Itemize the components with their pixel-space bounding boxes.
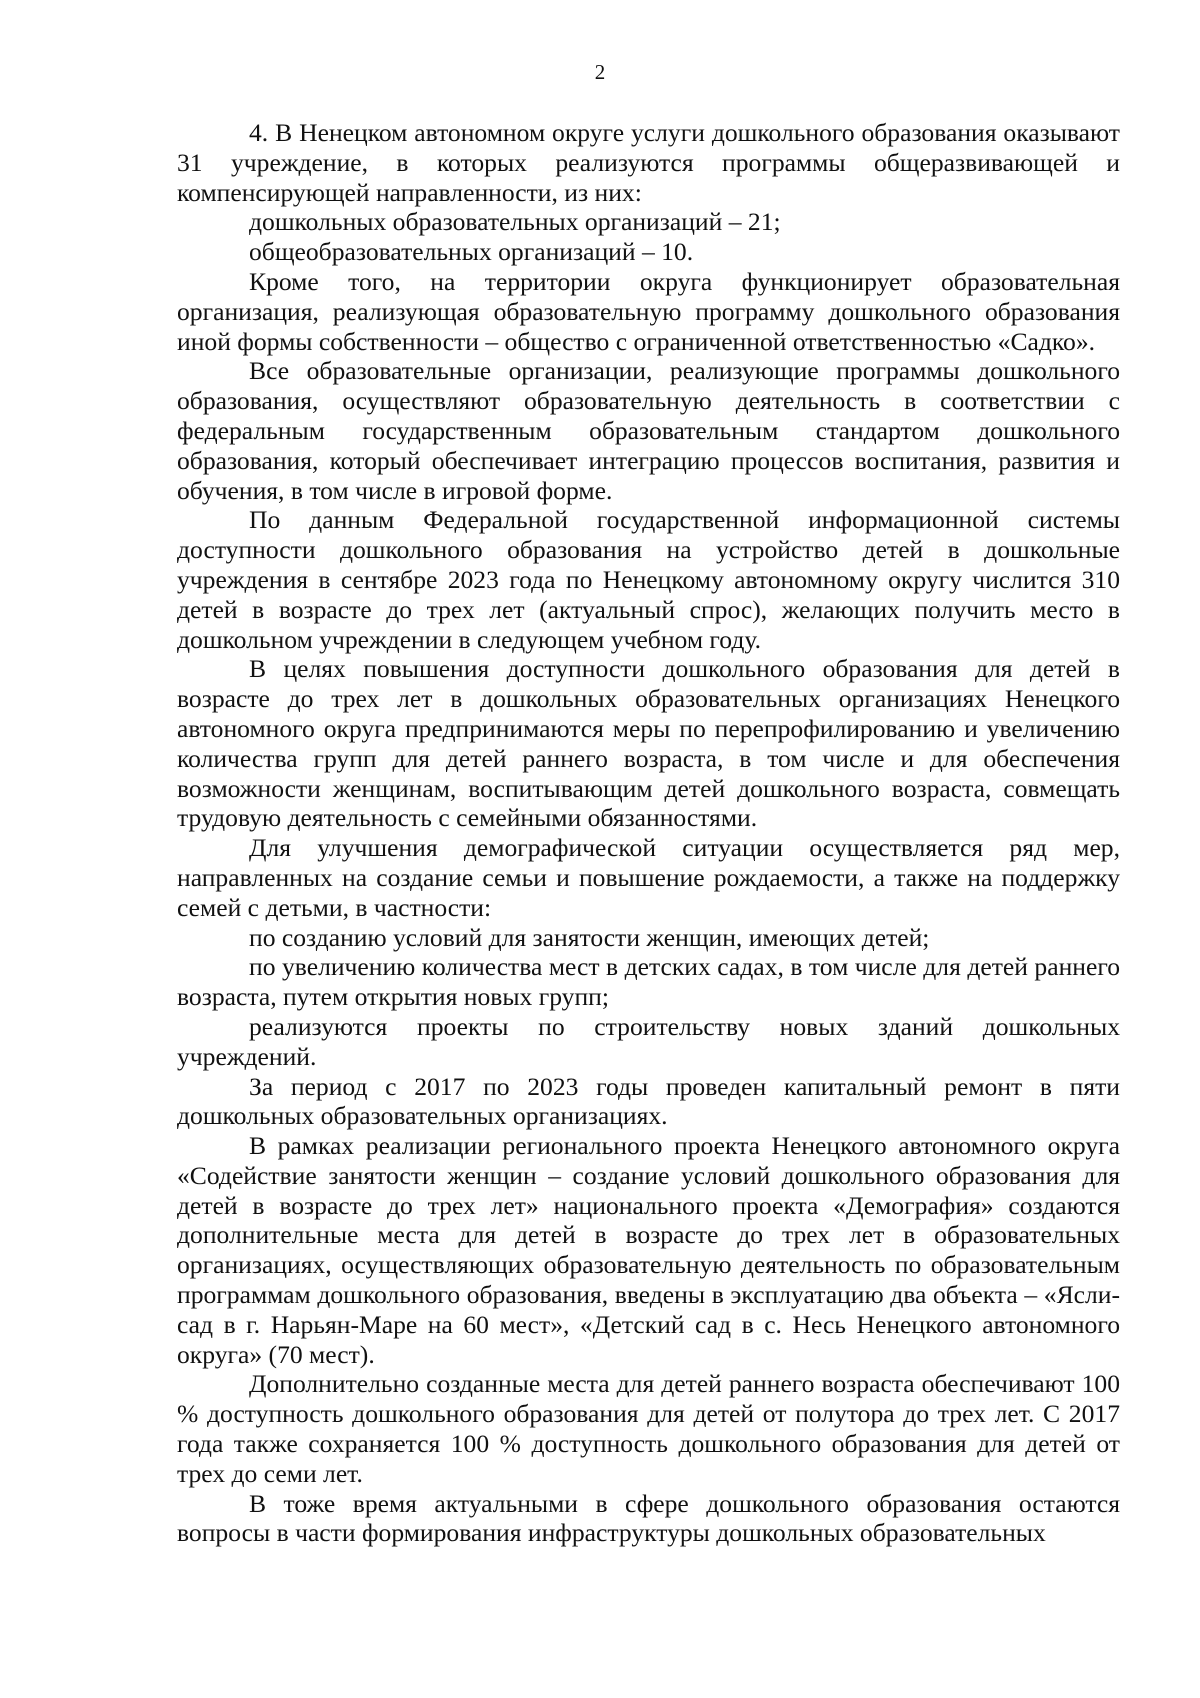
paragraph-federal-standard: Все образовательные организации, реализующие программы дошкольного образования, осуществляют образовательную деятельность в соответствии с федеральным государственным образовательным стандартом дошкольного образования, который обеспечивает интеграцию процессов воспитания, развития и обучения, в том числе в игровой форме.: [177, 356, 1120, 505]
document-body: [177, 118, 1120, 1548]
paragraph-demographic-measures: Для улучшения демографической ситуации осуществляется ряд мер, направленных на создание семьи и повышение рождаемости, а также на поддержку семей с детьми, в частности:: [177, 833, 1120, 922]
list-item-preschool-organizations: дошкольных образовательных организаций – 21;: [249, 207, 781, 237]
paragraph-private-organization: Кроме того, на территории округа функционирует образовательная организация, реализующая образовательную программу дошкольного образования иной формы собственности – общество с ограниченной ответственностью «Садко».: [177, 266, 1120, 356]
page-number: 2: [594, 60, 606, 84]
paragraph-regional-project: В рамках реализации регионального проекта Ненецкого автономного округа «Содействие занятости женщин – создание условий дошкольного образования для детей в возрасте до трех лет» национального проекта «Демография» создаются дополнительные места для детей в возрасте до трех лет в образовательных организациях, осуществляющих образовательную деятельность по образовательным программам дошкольного образования, введены в эксплуатацию два объекта – «Ясли-сад в г. Нарьян-Маре на 60 мест», «Детский сад в с. Несь Ненецкого автономного округа» (70 мест).: [177, 1131, 1120, 1369]
paragraph-accessibility-results: Дополнительно созданные места для детей раннего возраста обеспечивают 100 % доступность дошкольного образования для детей от полутора до трех лет. С 2017 года также сохраняется 100 % доступность дошкольного образования для детей от трех до семи лет.: [177, 1369, 1120, 1488]
paragraph-capital-repair: За период с 2017 по 2023 годы проведен капитальный ремонт в пяти дошкольных образовательных организациях.: [177, 1071, 1120, 1131]
list-item-construction-projects: реализуются проекты по строительству новых зданий дошкольных учреждений.: [177, 1011, 1120, 1071]
paragraph-information-system-data: По данным Федеральной государственной информационной системы доступности дошкольного образования на устройство детей в дошкольные учреждения в сентябре 2023 года по Ненецкому автономному округу числится 310 детей в возрасте до трех лет (актуальный спрос), желающих получить место в дошкольном учреждении в следующем учебном году.: [177, 505, 1120, 654]
paragraph-preschool-institutions: 4. В Ненецком автономном округе услуги дошкольного образования оказывают 31 учреждение, в которых реализуются программы общеразвивающей и компенсирующей направленности, из них:: [177, 118, 1120, 207]
list-item-general-organizations: общеобразовательных организаций – 10.: [249, 237, 694, 267]
list-item-employment-conditions: по созданию условий для занятости женщин, имеющих детей;: [249, 922, 930, 952]
paragraph-infrastructure-issues: В тоже время актуальными в сфере дошкольного образования остаются вопросы в части формирования инфраструктуры дошкольных образовательных: [177, 1488, 1120, 1548]
paragraph-accessibility-measures: В целях повышения доступности дошкольного образования для детей в возрасте до трех лет в дошкольных образовательных организациях Ненецкого автономного округа предпринимаются меры по перепрофилированию и увеличению количества групп для детей раннего возраста, в том числе и для обеспечения возможности женщинам, воспитывающим детей дошкольного возраста, совмещать трудовую деятельность с семейными обязанностями.: [177, 654, 1120, 833]
list-item-kindergarten-places: по увеличению количества мест в детских садах, в том числе для детей раннего возраста, путем открытия новых групп;: [177, 952, 1120, 1012]
